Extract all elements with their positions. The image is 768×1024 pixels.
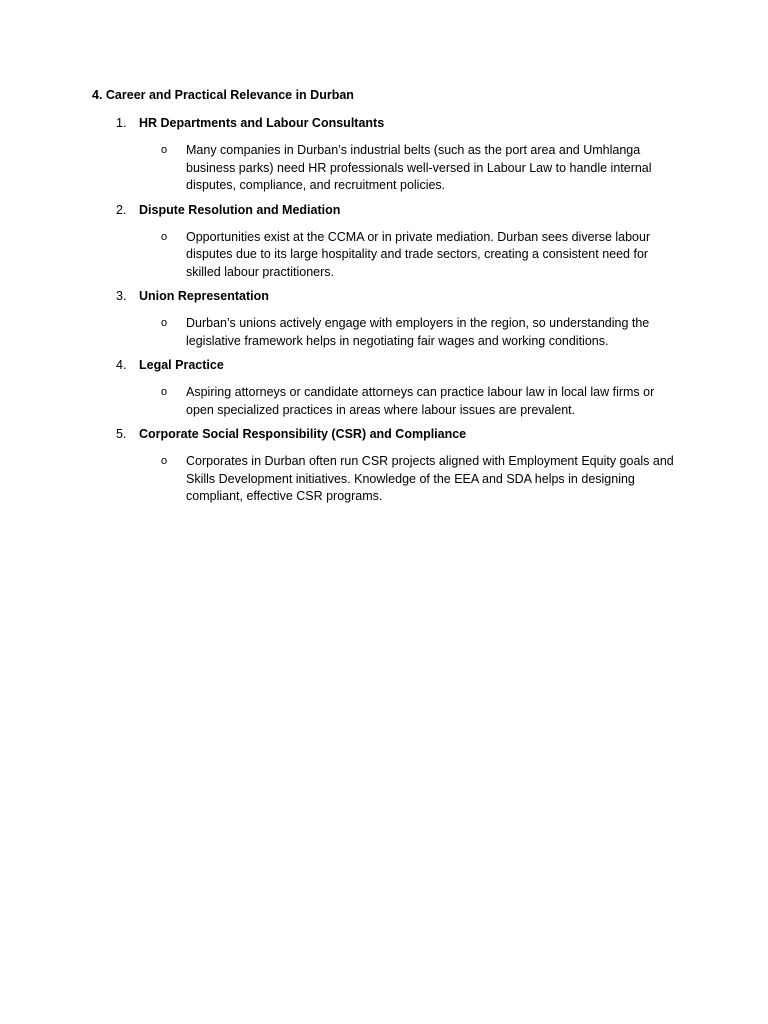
- list-item-number: 2.: [116, 202, 127, 217]
- hollow-bullet-icon: o: [161, 455, 168, 467]
- hollow-bullet-icon: o: [161, 144, 168, 156]
- hollow-bullet-icon: o: [161, 317, 168, 329]
- sub-bullet-text: Durban’s unions actively engage with employers in the region, so understanding the legislative framework helps in negotiating fair wages and working conditions.: [186, 316, 650, 348]
- numbered-list: [0, 115, 768, 513]
- list-item: [0, 288, 768, 350]
- sub-bullet: [0, 453, 676, 506]
- sub-bullet-text: Many companies in Durban’s industrial belts (such as the port area and Umhlanga business parks) need HR professionals well-versed in Labour Law to handle internal disputes, compliance, and recruitment policies.: [186, 143, 652, 192]
- sub-bullet: [0, 229, 676, 282]
- list-item-heading: [0, 288, 768, 306]
- sub-bullet: [0, 315, 676, 350]
- list-item: [0, 115, 768, 195]
- list-item-heading: [0, 357, 768, 375]
- hollow-bullet-icon: o: [161, 386, 168, 398]
- sub-bullet-text: Corporates in Durban often run CSR projects aligned with Employment Equity goals and Skills Development initiatives. Knowledge of the EEA and SDA helps in designing compliant, effective CSR programs.: [186, 454, 674, 503]
- list-item-number: 3.: [116, 289, 127, 303]
- sub-bullet: [0, 384, 676, 419]
- list-item-heading: [0, 426, 768, 444]
- section-heading: 4. Career and Practical Relevance in Durban: [92, 88, 354, 102]
- list-item-title: Legal Practice: [139, 358, 224, 372]
- list-item-number: 5.: [116, 427, 127, 441]
- list-item-title: HR Departments and Labour Consultants: [139, 116, 385, 130]
- hollow-bullet-icon: o: [161, 230, 168, 243]
- list-item-number: 4.: [116, 358, 127, 372]
- sub-bullet-text: Opportunities exist at the CCMA or in private mediation. Durban sees diverse labour disputes due to its large hospitality and trade sectors, creating a consistent need for skilled labour practitioners.: [186, 229, 651, 279]
- sub-bullet-text: Aspiring attorneys or candidate attorneys can practice labour law in local law firms or open specialized practices in areas where labour issues are prevalent.: [186, 385, 655, 417]
- list-item-title: Dispute Resolution and Mediation: [139, 202, 341, 217]
- list-item-title: Corporate Social Responsibility (CSR) and Compliance: [139, 427, 467, 441]
- list-item: [0, 426, 768, 506]
- list-item-number: 1.: [116, 116, 127, 130]
- list-item-title: Union Representation: [139, 289, 269, 303]
- list-item-heading: [0, 202, 768, 220]
- list-item: [0, 202, 768, 282]
- list-item-heading: [0, 115, 768, 133]
- sub-bullet: [0, 142, 676, 195]
- list-item: [0, 357, 768, 419]
